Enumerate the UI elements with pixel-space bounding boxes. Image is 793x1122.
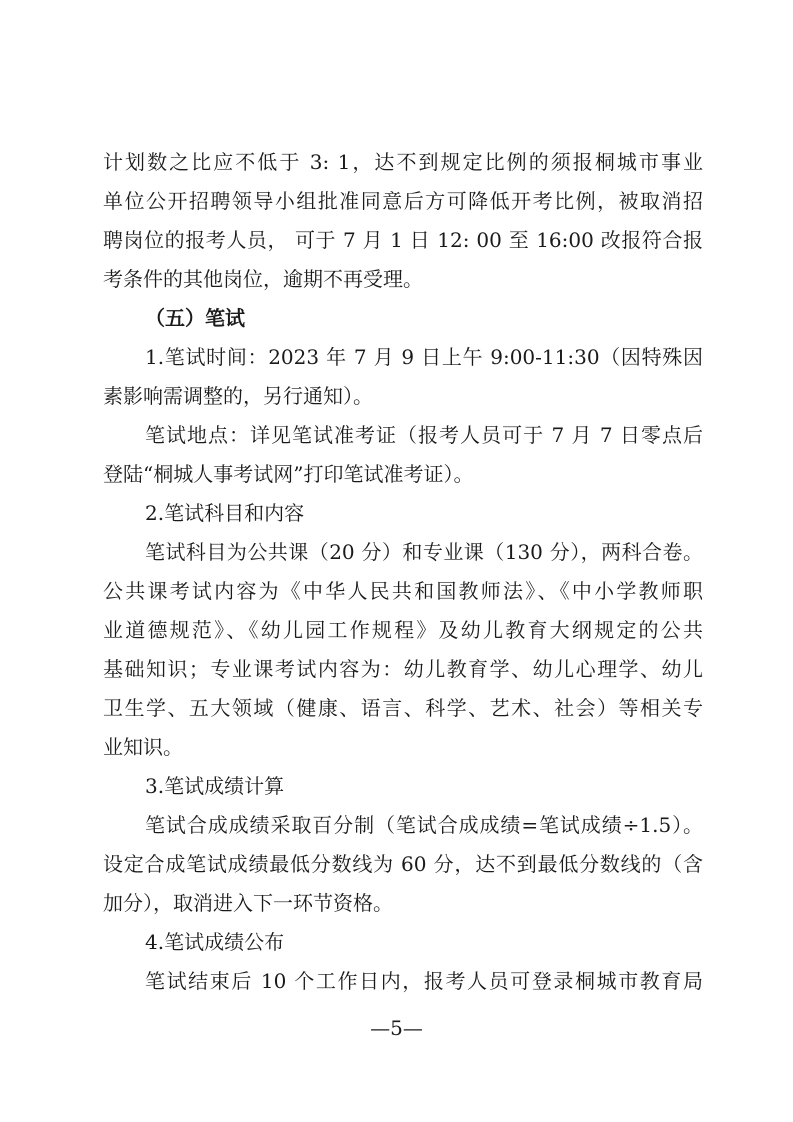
paragraph-line: 笔试地点：详见笔试准考证（报考人员可于 7 月 7 日零点后 xyxy=(145,423,703,447)
paragraph-line: 计划数之比应不低于 3: 1，达不到规定比例的须报桐城市事业 xyxy=(103,150,703,174)
page-number: —5— xyxy=(370,1016,423,1040)
paragraph-line: 单位公开招聘领导小组批准同意后方可降低开考比例，被取消招 xyxy=(103,189,703,213)
paragraph-line: 聘岗位的报考人员， 可于 7 月 1 日 12: 00 至 16:00 改报符合报 xyxy=(103,228,703,252)
section-heading: （五）笔试 xyxy=(145,306,245,330)
paragraph-line: 设定合成笔试成绩最低分数线为 60 分，达不到最低分数线的（含 xyxy=(103,852,703,876)
paragraph-line: 业知识。 xyxy=(103,735,183,759)
paragraph-line: 基础知识；专业课考试内容为：幼儿教育学、幼儿心理学、幼儿 xyxy=(103,657,703,681)
subsection-heading: 4.笔试成绩公布 xyxy=(145,930,285,954)
paragraph-line: 考条件的其他岗位，逾期不再受理。 xyxy=(103,267,423,291)
paragraph-line: 素影响需调整的，另行通知）。 xyxy=(103,384,373,408)
subsection-heading: 2.笔试科目和内容 xyxy=(145,501,305,525)
paragraph-line: 笔试合成成绩采取百分制（笔试合成成绩=笔试成绩÷1.5）。 xyxy=(145,813,703,837)
paragraph-line: 笔试科目为公共课（20 分）和专业课（130 分），两科合卷。 xyxy=(145,540,703,564)
paragraph-line: 加分），取消进入下一环节资格。 xyxy=(103,891,393,915)
paragraph-line: 登陆“桐城人事考试网”打印笔试准考证）。 xyxy=(103,462,474,486)
paragraph-line: 卫生学、五大领域（健康、语言、科学、艺术、社会）等相关专 xyxy=(103,696,703,720)
subsection-heading: 3.笔试成绩计算 xyxy=(145,774,285,798)
paragraph-line: 公共课考试内容为《中华人民共和国教师法》、《中小学教师职 xyxy=(103,579,703,603)
paragraph-line: 1.笔试时间：2023 年 7 月 9 日上午 9:00-11:30（因特殊因 xyxy=(145,345,703,369)
paragraph-line: 笔试结束后 10 个工作日内，报考人员可登录桐城市教育局 xyxy=(145,969,703,993)
paragraph-line: 业道德规范》、《幼儿园工作规程》及幼儿教育大纲规定的公共 xyxy=(103,618,703,642)
